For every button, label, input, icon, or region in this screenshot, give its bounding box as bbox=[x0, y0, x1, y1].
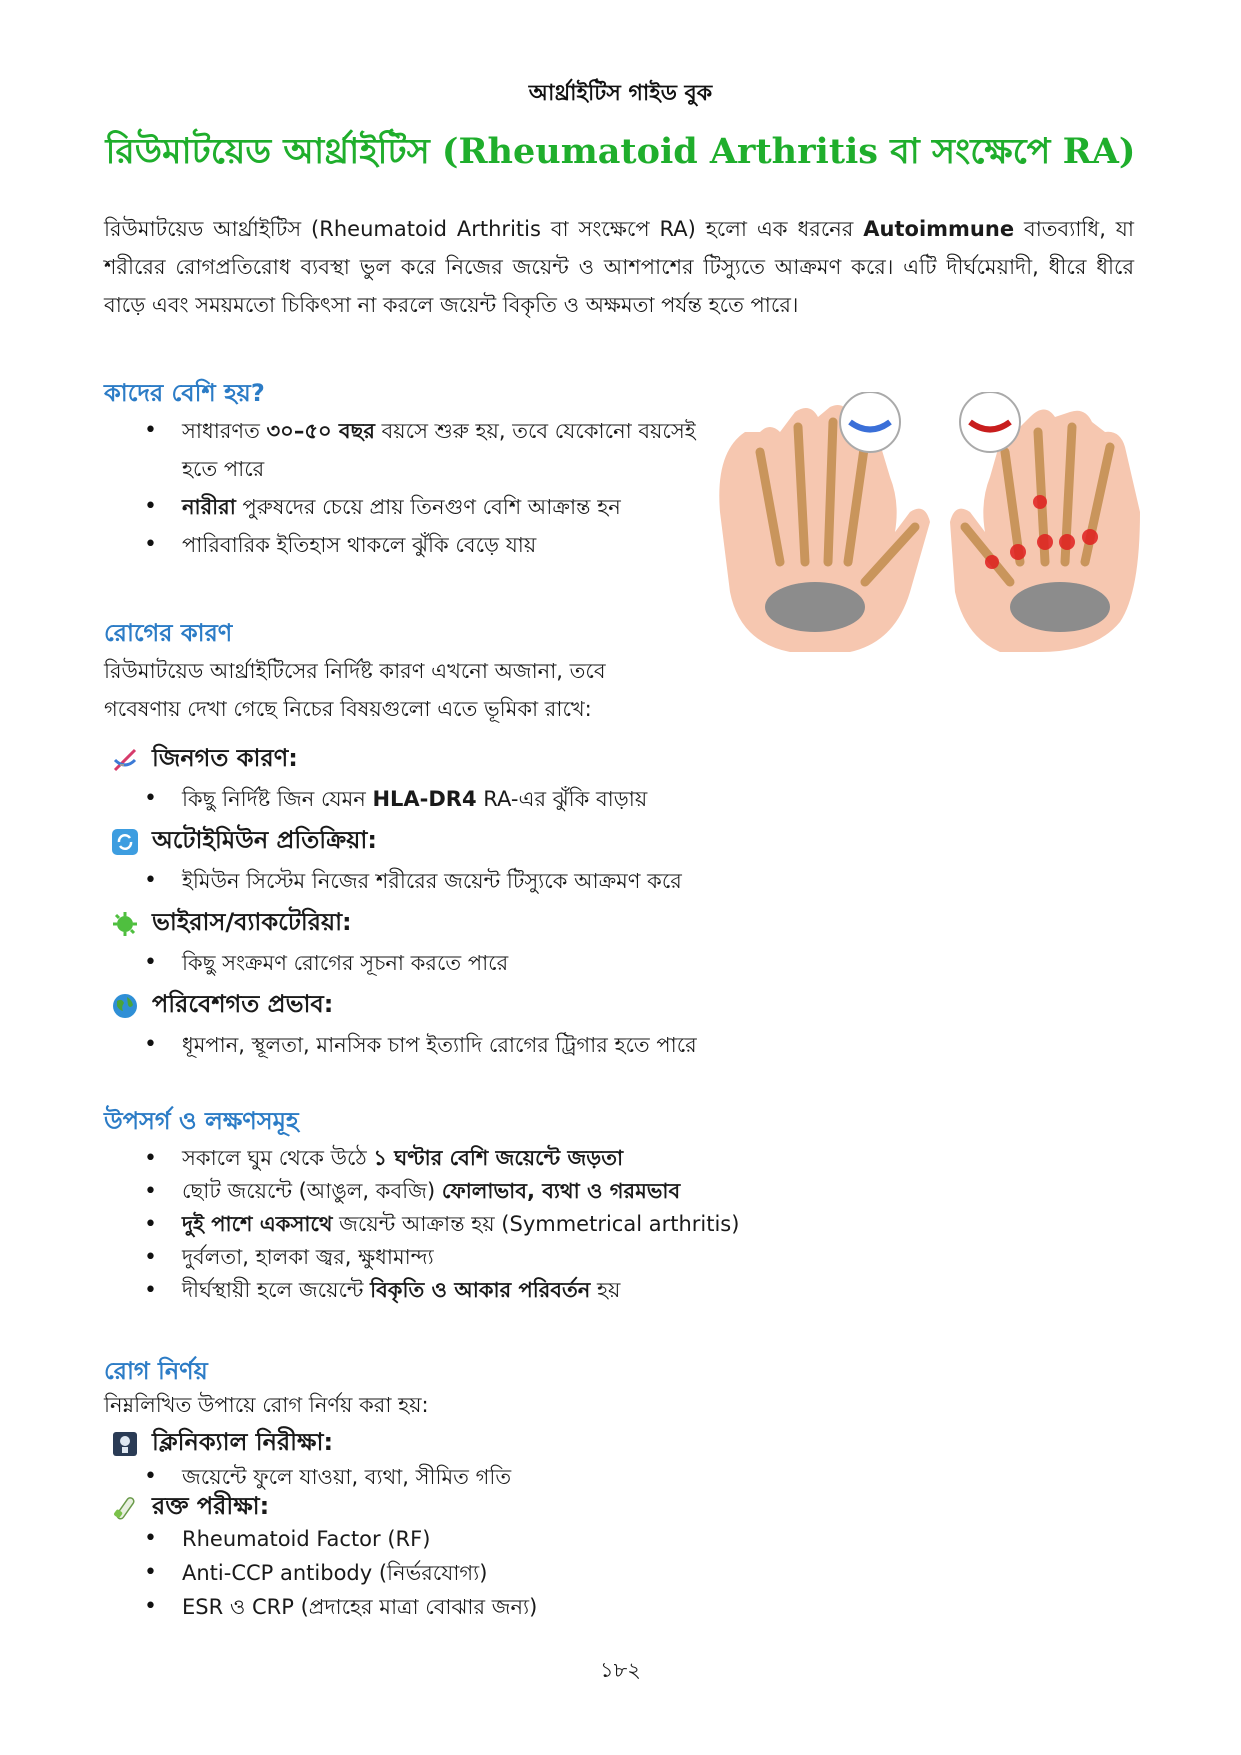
blood-test-heading: রক্ত পরীক্ষা: bbox=[110, 1488, 269, 1528]
book-header: আর্থ্রাইটিস গাইড বুক bbox=[528, 81, 713, 106]
virus-heading: ভাইরাস/ব্যাকটেরিয়া: bbox=[110, 904, 352, 944]
intro-paragraph: রিউমাটয়েড আর্থ্রাইটিস (Rheumatoid Arthritis বা সংক্ষেপে RA) হলো এক ধরনের Autoimmune বাতব্যাধি, যা শরীরের রোগপ্রতিরোধ ব্যবস্থা ভুল করে নিজের জয়েন্ট ও আশপাশের টিস্যুতে আক্রমণ করে। এটি দীর্ঘমেয়াদী, ধীরে ধীরে বাড়ে এবং সময়মতো চিকিৎসা না করলে জয়েন্ট বিকৃতি ও অক্ষমতা পর্যন্ত হতে পারে। bbox=[104, 217, 1134, 317]
blood-test-list bbox=[104, 1522, 537, 1624]
symptoms-heading: উপসর্গ ও লক্ষণসমূহ bbox=[104, 1107, 299, 1135]
list-item: • Rheumatoid Factor (RF) bbox=[104, 1522, 537, 1556]
who-list bbox=[104, 412, 704, 564]
dna-icon bbox=[110, 745, 140, 775]
list-item: • ছোট জয়েন্টে (আঙুল, কবজি) ফোলাভাব, ব্যথা ও গরমভাব bbox=[104, 1175, 739, 1208]
list-item: • ইমিউন সিস্টেম নিজের শরীরের জয়েন্ট টিস্যুকে আক্রমণ করে bbox=[104, 862, 682, 900]
list-item: • পারিবারিক ইতিহাস থাকলে ঝুঁকি বেড়ে যায় bbox=[104, 526, 704, 564]
xray-icon bbox=[110, 1429, 140, 1459]
cause-intro-line-1: রিউমাটয়েড আর্থ্রাইটিসের নির্দিষ্ট কারণ এখনো অজানা, তবে bbox=[104, 659, 606, 683]
test-tube-icon bbox=[110, 1493, 140, 1523]
cause-heading: রোগের কারণ bbox=[104, 619, 233, 647]
genetic-heading: জিনগত কারণ: bbox=[110, 740, 298, 780]
list-item: • সাধারণত ৩০–৫০ বছর বয়সে শুরু হয়, তবে যেকোনো বয়সেই হতে পারে bbox=[104, 412, 704, 488]
list-item: • দীর্ঘস্থায়ী হলে জয়েন্টে বিকৃতি ও আকার পরিবর্তন হয় bbox=[104, 1274, 739, 1307]
cause-intro-line-2: গবেষণায় দেখা গেছে নিচের বিষয়গুলো এতে ভূমিকা রাখে: bbox=[104, 697, 592, 721]
diagnosis-intro: নিম্নলিখিত উপায়ে রোগ নির্ণয় করা হয়: bbox=[104, 1393, 429, 1417]
list-item: • কিছু সংক্রমণ রোগের সূচনা করতে পারে bbox=[104, 944, 508, 982]
autoimmune-heading: অটোইমিউন প্রতিক্রিয়া: bbox=[110, 822, 377, 862]
list-item: • দুই পাশে একসাথে জয়েন্ট আক্রান্ত হয় (Symmetrical arthritis) bbox=[104, 1208, 739, 1241]
list-item: • নারীরা পুরুষদের চেয়ে প্রায় তিনগুণ বেশি আক্রান্ত হন bbox=[104, 488, 704, 526]
list-item: • Anti-CCP antibody (নির্ভরযোগ্য) bbox=[104, 1556, 537, 1590]
who-heading: কাদের বেশি হয়? bbox=[104, 379, 265, 407]
globe-icon bbox=[110, 991, 140, 1021]
symptoms-list bbox=[104, 1142, 739, 1307]
list-item: • ESR ও CRP (প্রদাহের মাত্রা বোঝার জন্য) bbox=[104, 1590, 537, 1624]
microbe-icon bbox=[110, 909, 140, 939]
diagnosis-heading: রোগ নির্ণয় bbox=[104, 1357, 208, 1385]
list-item: • দুর্বলতা, হালকা জ্বর, ক্ষুধামান্দ্য bbox=[104, 1241, 739, 1274]
clinical-heading: ক্লিনিক্যাল নিরীক্ষা: bbox=[110, 1424, 333, 1464]
page-title: রিউমাটয়েড আর্থ্রাইটিস (Rheumatoid Arthritis বা সংক্ষেপে RA) bbox=[105, 131, 1136, 172]
list-item: • কিছু নির্দিষ্ট জিন যেমন HLA-DR4 RA-এর ঝুঁকি বাড়ায় bbox=[104, 780, 647, 818]
refresh-icon bbox=[110, 827, 140, 857]
list-item: • সকালে ঘুম থেকে উঠে ১ ঘণ্টার বেশি জয়েন্টে জড়তা bbox=[104, 1142, 739, 1175]
rheumatoid-hands-illustration bbox=[700, 392, 1160, 652]
list-item: • জয়েন্টে ফুলে যাওয়া, ব্যথা, সীমিত গতি bbox=[104, 1458, 511, 1496]
list-item: • ধূমপান, স্থূলতা, মানসিক চাপ ইত্যাদি রোগের ট্রিগার হতে পারে bbox=[104, 1026, 697, 1064]
page-number: ১৮২ bbox=[600, 1658, 641, 1682]
environment-heading: পরিবেশগত প্রভাব: bbox=[110, 986, 333, 1026]
